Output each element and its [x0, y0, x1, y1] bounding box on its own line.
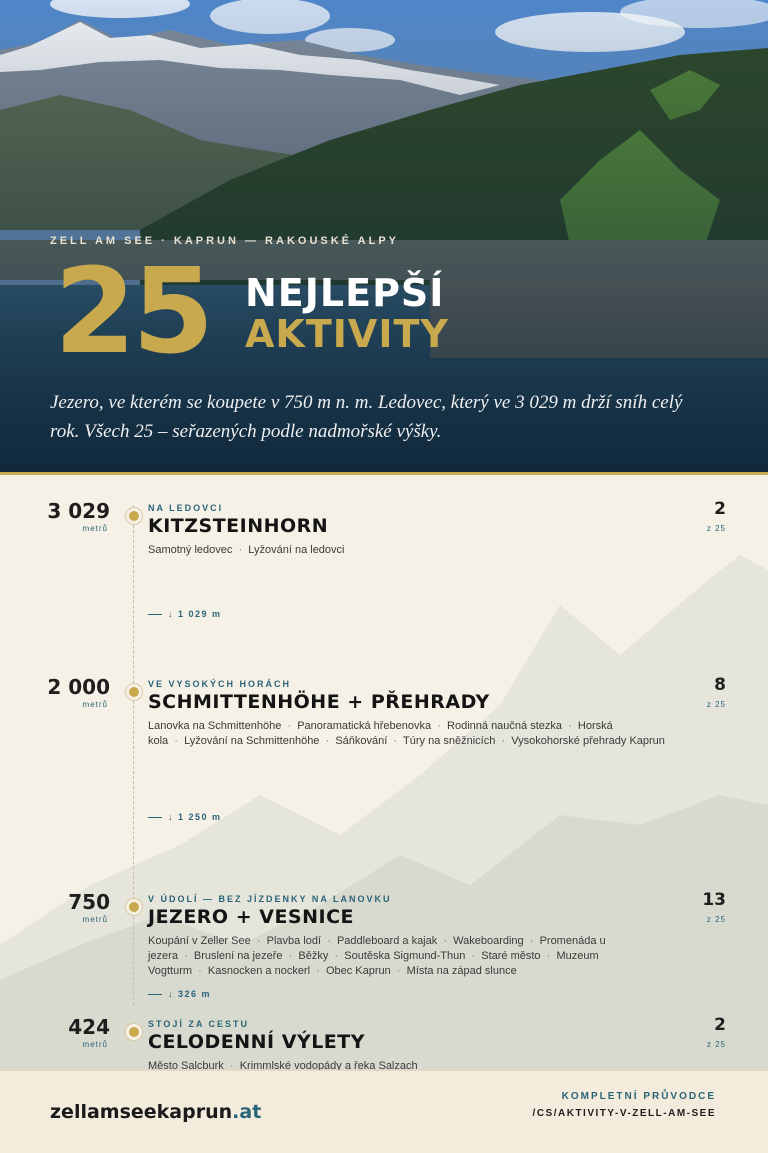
- activity-count: 8: [714, 675, 726, 695]
- activity-item: Bruslení na jezeře ·: [194, 950, 299, 962]
- activity-item: Město Salcburk ·: [148, 1060, 240, 1070]
- elevation-drop-value: ↓ 326 m: [168, 989, 212, 999]
- altitude-unit: metrů: [82, 1040, 108, 1049]
- activity-item: Krimmlské vodopády a řeka Salzach: [239, 1060, 418, 1070]
- hero-intro: Jezero, ve kterém se koupete v 750 m n. m. Ledovec, který ve 3 029 m drží sníh celý rok. Všech 25 – seřazených podle nadmořské výšky.: [50, 392, 683, 442]
- elevation-drop: [148, 989, 211, 999]
- guide-url-path[interactable]: /CS/AKTIVITY-V-ZELL-AM-SEE: [532, 1108, 716, 1119]
- activity-item: Lanovka na Schmittenhöhe ·: [148, 720, 297, 732]
- timeline-marker-dot: [126, 899, 142, 915]
- elevation-drop: [148, 609, 222, 619]
- activity-item: Lyžování na Schmittenhöhe ·: [184, 735, 335, 747]
- hero-title-line2: AKTIVITY: [245, 312, 449, 356]
- activity-item: Túry na sněžnicích ·: [403, 735, 511, 747]
- hero-eyebrow: ZELL AM SEE · KAPRUN — RAKOUSKÉ ALPY: [50, 235, 399, 247]
- timeline-marker-dot: [126, 1024, 142, 1040]
- section-eyebrow: VE VYSOKÝCH HORÁCH: [148, 679, 292, 689]
- altitude-unit: metrů: [82, 524, 108, 533]
- activity-item: Koupání v Zeller See ·: [148, 935, 267, 947]
- section-heading: SCHMITTENHÖHE + PŘEHRADY: [148, 691, 490, 713]
- hero-count-number: 25: [54, 242, 211, 380]
- timeline-marker-dot: [126, 684, 142, 700]
- activity-item: Muzeum Vogtturm ·: [148, 950, 599, 977]
- activity-item: Horská kola ·: [148, 720, 613, 747]
- section-heading: CELODENNÍ VÝLETY: [148, 1031, 366, 1053]
- activity-item: Samotný ledovec ·: [148, 544, 248, 556]
- timeline-marker-dot: [126, 508, 142, 524]
- activity-list: [148, 934, 668, 979]
- drop-dash: [148, 994, 162, 995]
- altitude-value: 3 029: [47, 499, 110, 523]
- activity-count-total: z 25: [706, 915, 726, 924]
- activity-item: Rodinná naučná stezka ·: [447, 720, 578, 732]
- mountain-backdrop: [0, 475, 768, 1070]
- activity-list: [148, 543, 668, 558]
- activity-item: Kasnocken a nockerl ·: [208, 965, 326, 977]
- activity-item: Plavba lodí ·: [267, 935, 337, 947]
- activity-item: Panoramatická hřebenovka ·: [297, 720, 447, 732]
- altitude-unit: metrů: [82, 915, 108, 924]
- section-eyebrow: V ÚDOLÍ — BEZ JÍZDENKY NA LANOVKU: [148, 894, 392, 904]
- activity-item: Promenáda u jezera ·: [148, 935, 606, 962]
- section-heading: KITZSTEINHORN: [148, 515, 329, 537]
- altitude-unit: metrů: [82, 700, 108, 709]
- activity-count-total: z 25: [706, 1040, 726, 1049]
- hero-banner: [0, 0, 768, 474]
- elevation-drop-value: ↓ 1 029 m: [168, 609, 222, 619]
- section-heading: JEZERO + VESNICE: [148, 906, 354, 928]
- timeline-rail: [133, 505, 134, 1005]
- section-eyebrow: STOJÍ ZA CESTU: [148, 1019, 250, 1029]
- activity-list: [148, 719, 668, 749]
- elevation-drop: [148, 812, 222, 822]
- activity-item: Místa na západ slunce: [406, 965, 517, 977]
- activity-item: Wakeboarding ·: [453, 935, 539, 947]
- activity-item: Běžky ·: [298, 950, 344, 962]
- altitude-value: 2 000: [47, 675, 110, 699]
- drop-dash: [148, 817, 162, 818]
- activity-count: 13: [702, 890, 726, 910]
- activity-item: Soutěska Sigmund-Thun ·: [344, 950, 481, 962]
- activity-count-total: z 25: [706, 524, 726, 533]
- activity-count: 2: [714, 499, 726, 519]
- guide-label: KOMPLETNÍ PRŮVODCE: [561, 1091, 716, 1102]
- activity-item: Paddleboard a kajak ·: [337, 935, 453, 947]
- activity-count: 2: [714, 1015, 726, 1035]
- altitude-value: 424: [68, 1015, 110, 1039]
- activity-item: Lyžování na ledovci: [248, 544, 345, 556]
- footer: [0, 1070, 768, 1153]
- activity-item: Staré město ·: [481, 950, 556, 962]
- site-link[interactable]: [50, 1101, 261, 1123]
- section-eyebrow: NA LEDOVCI: [148, 503, 224, 513]
- drop-dash: [148, 614, 162, 615]
- activity-item: Sáňkování ·: [335, 735, 403, 747]
- activity-item: Obec Kaprun ·: [326, 965, 407, 977]
- altitude-value: 750: [68, 890, 110, 914]
- site-tld: .at: [232, 1101, 262, 1123]
- activity-count-total: z 25: [706, 700, 726, 709]
- altitude-timeline: [0, 475, 768, 1070]
- hero-title-line1: NEJLEPŠÍ: [245, 271, 445, 315]
- activity-list: [148, 1059, 668, 1070]
- site-name: zellamseekaprun: [50, 1101, 233, 1123]
- activity-item: Vysokohorské přehrady Kaprun: [511, 735, 665, 747]
- elevation-drop-value: ↓ 1 250 m: [168, 812, 222, 822]
